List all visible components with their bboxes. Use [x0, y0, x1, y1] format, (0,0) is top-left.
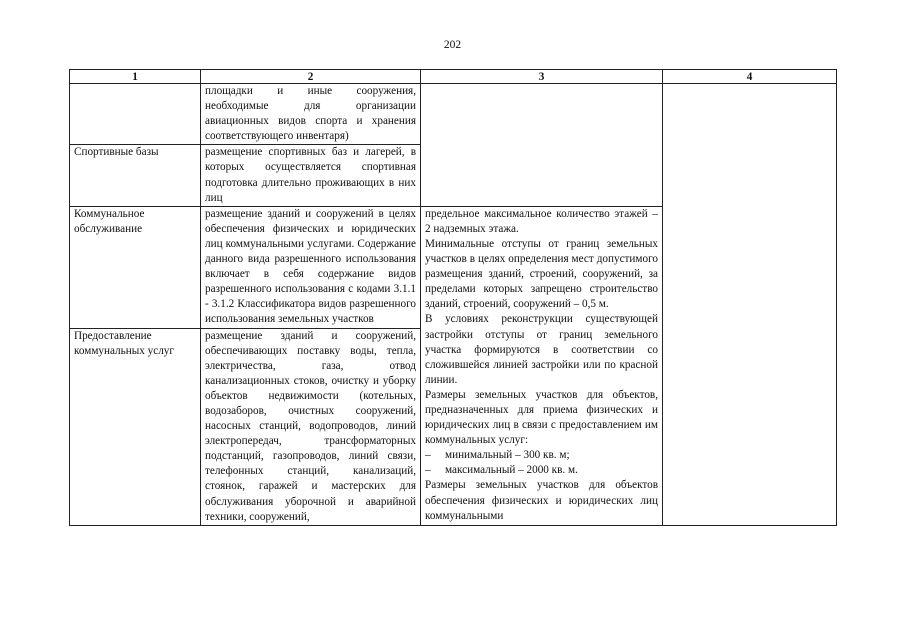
use-description-cell: размещение спортивных баз и лагерей, в которых осуществляется спортивная подготовка длительно проживающих в них лиц [201, 145, 421, 206]
param-bullet-max [425, 463, 658, 478]
header-row [70, 70, 837, 84]
dash-marker: – [425, 449, 431, 462]
param-reconstruction: В условиях реконструкции существующей застройки отступы от границ земельного участка формируются в соответствии со сложившейся линией застройки или по красной линии. [425, 313, 658, 386]
use-description-cell: размещение зданий и сооружений в целях обеспечения физических и юридических лиц коммунальными услугами. Содержание данного вида разрешенного использования включает в себя содержание видов разрешенного использования с кодами 3.1.1 - 3.1.2 Классификатора видов разрешенного использования земельных участков [201, 206, 421, 328]
notes-cell [663, 84, 837, 526]
bullet-text: максимальный – 2000 кв. м. [445, 464, 578, 477]
header-col-1: 1 [70, 70, 201, 84]
use-name-cell: Предоставление коммунальных услуг [70, 328, 201, 525]
bullet-text: минимальный – 300 кв. м; [445, 449, 570, 462]
param-plot-sizes: Размеры земельных участков для объектов, предназначенных для приема физических и юридических лиц в связи с предоставлением им коммунальных услуг: [425, 388, 658, 447]
use-name-cell [70, 84, 201, 145]
header-col-3: 3 [421, 70, 663, 84]
use-description-cell: размещение зданий и сооружений, обеспечивающих поставку воды, тепла, электричества, газа, отвод канализационных стоков, очистку и уборку объектов недвижимости (котельных, водозаборов, очистных сооружений, насосных станций, водопроводов, линий электропередач, трансформаторных подстанций, газопроводов, линий связи, телефонных станций, канализаций, стоянок, гаражей и мастерских для обслуживания уборочной и аварийной техники, сооружений, [201, 328, 421, 525]
params-cell [421, 206, 663, 525]
params-cell-empty [421, 84, 663, 207]
header-col-4: 4 [663, 70, 837, 84]
param-plot-sizes-2: Размеры земельных участков для объектов обеспечения физических и юридических лиц коммунальными [425, 479, 658, 522]
use-name-cell: Спортивные базы [70, 145, 201, 206]
page-number: 202 [443, 39, 462, 51]
dash-marker: – [425, 464, 431, 477]
param-min-setbacks: Минимальные отступы от границ земельных участков в целях определения мест допустимого размещения зданий, строений, сооружений, за пределами которых запрещено строительство зданий, строений, сооружений – 0,5 м. [425, 237, 658, 311]
header-col-2: 2 [201, 70, 421, 84]
param-max-floors: предельное максимальное количество этажей – 2 надземных этажа. [425, 207, 658, 235]
table-row [70, 84, 837, 145]
param-bullet-min [425, 448, 658, 463]
use-name-cell: Коммунальное обслуживание [70, 206, 201, 328]
land-use-table [69, 69, 837, 526]
use-description-cell: площадки и иные сооружения, необходимые для организации авиационных видов спорта и хранения соответствующего инвентаря) [201, 84, 421, 145]
